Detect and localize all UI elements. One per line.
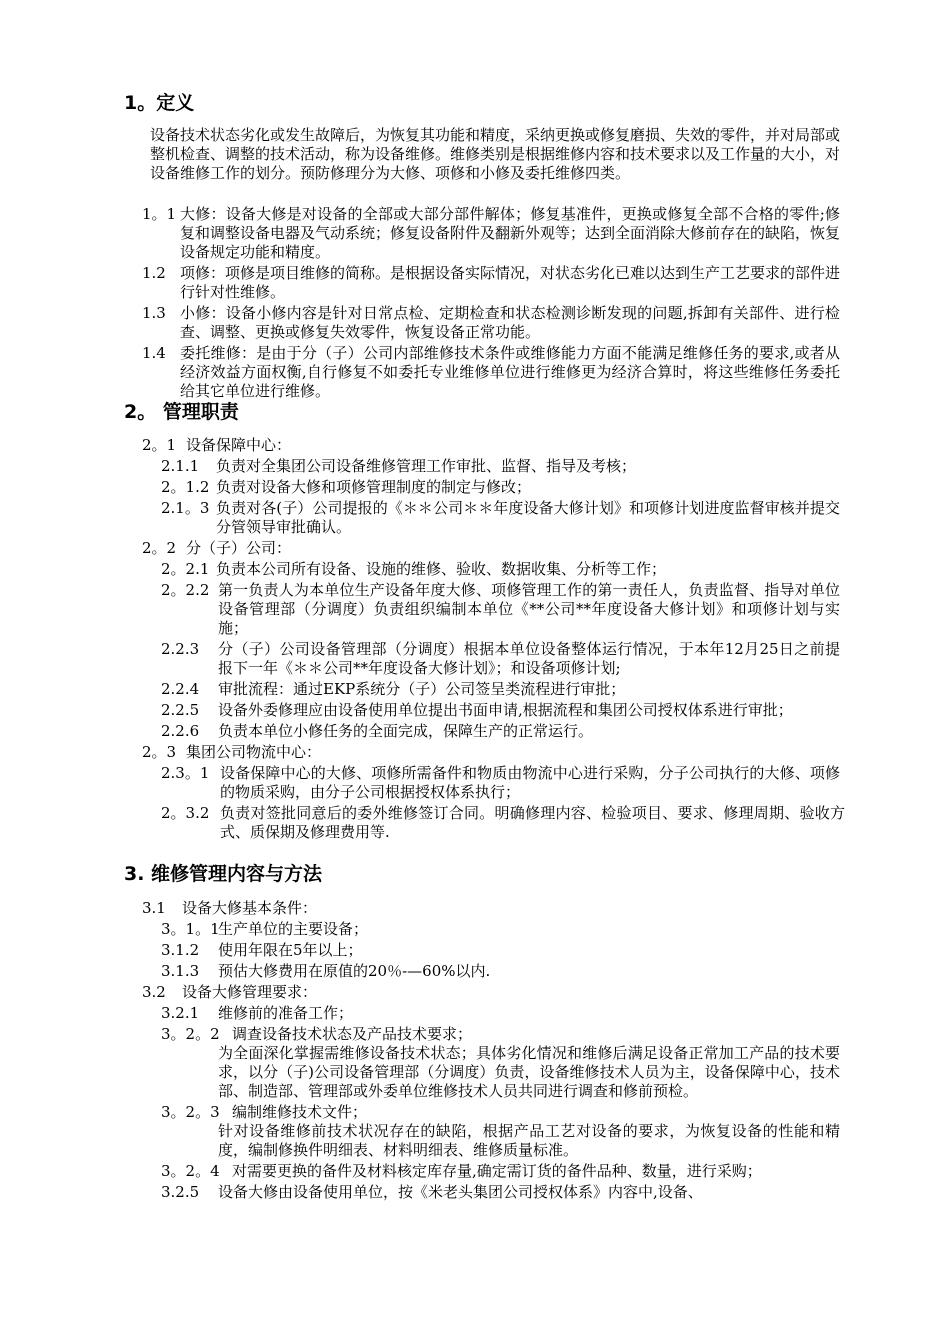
list-item: [161, 1183, 840, 1202]
item-number: 2。3.2: [161, 804, 210, 822]
item-text: 集团公司物流中心：: [186, 743, 322, 761]
list-item: [161, 680, 840, 699]
list-item: [161, 962, 840, 981]
item-number: 2。2.1: [161, 560, 210, 578]
list-item: [161, 581, 840, 638]
item-text: 设备大修基本条件：: [182, 899, 318, 917]
item-number: 1。1: [142, 205, 177, 223]
item-text: 维修前的准备工作；: [218, 1004, 354, 1022]
list-item: [161, 1162, 840, 1181]
list-item: [161, 920, 840, 939]
item-text: 设备保障中心的大修、项修所需备件和物质由物流中心进行采购，分子公司执行的大修、项修的物质采购，由分子公司根据授权体系执行；: [220, 764, 840, 801]
item-number: 3.2: [142, 983, 166, 1001]
list-item: [218, 1122, 840, 1160]
item-number: 2.1。3: [161, 499, 210, 517]
item-number: 2。1.2: [161, 478, 210, 496]
list-item: [161, 764, 840, 802]
item-number: 3.2.1: [161, 1004, 200, 1022]
item-text: 为全面深化掌握需维修设备技术状态；具体劣化情况和维修后满足设备正常加工产品的技术要求，以分（子)公司设备管理部（分调度）负责，设备维修技术人员为主，设备保障中心，技术部、制造部、管理部或外委单位维修技术人员共同进行调查和修前预检。: [218, 1044, 840, 1100]
item-number: 3。2。2: [161, 1025, 220, 1043]
list-item: [142, 264, 841, 302]
list-item: [161, 701, 840, 720]
item-text: 负责对设备大修和项修管理制度的制定与修改；: [216, 478, 532, 496]
list-item: [161, 1004, 840, 1023]
list-item: [161, 941, 840, 960]
item-number: 2.2.4: [161, 680, 200, 698]
item-text: 审批流程：通过EKP系统分（子）公司签呈类流程进行审批；: [218, 680, 626, 698]
item-number: 2。1: [142, 436, 177, 454]
item-text: 针对设备维修前技术状况存在的缺陷，根据产品工艺对设备的要求，为恢复设备的性能和精度，编制修换件明细表、材料明细表、维修质量标准。: [218, 1122, 840, 1159]
section-2-heading: 2。 管理职责: [124, 401, 239, 423]
list-item: [161, 1103, 840, 1122]
item-text: 调查设备技术状态及产品技术要求；: [232, 1025, 473, 1043]
item-text: 设备外委修理应由设备使用单位提出书面申请,根据流程和集团公司授权体系进行审批；: [218, 701, 793, 719]
list-item: [218, 1044, 840, 1101]
item-text: 生产单位的主要设备；: [218, 920, 369, 938]
item-text: 项修：项修是项目维修的简称。是根据设备实际情况，对状态劣化已难以达到生产工艺要求的部件进行针对性维修。: [180, 264, 841, 301]
item-text: 小修：设备小修内容是针对日常点检、定期检查和状态检测诊断发现的问题,拆卸有关部件、进行检查、调整、更换或修复失效零件，恢复设备正常功能。: [180, 304, 840, 341]
section-3-items: [0, 897, 840, 1202]
list-item: [142, 205, 841, 262]
section-1-items: [0, 203, 840, 401]
section-1-heading: 1。定义: [124, 92, 195, 114]
item-text: 负责本公司所有设备、设施的维修、验收、数据收集、分析等工作；: [216, 560, 667, 578]
item-text: 负责对签批同意后的委外维修签订合同。明确修理内容、检验项目、要求、修理周期、验收方式、质保期及修理费用等.: [220, 804, 845, 841]
item-text: 负责本单位小修任务的全面完成，保障生产的正常运行。: [218, 722, 594, 740]
item-number: 2.1.1: [161, 457, 200, 475]
list-item: [142, 743, 840, 762]
list-item: [161, 560, 840, 579]
item-number: 3。1。1: [161, 920, 220, 938]
item-number: 2。3: [142, 743, 177, 761]
item-number: 2。2: [142, 539, 177, 557]
item-text: 分（子）公司设备管理部（分调度）根据本单位设备整体运行情况，于本年12月25日之前提报下一年《＊＊公司**年度设备大修计划》；和设备项修计划;: [218, 640, 840, 677]
item-text: 设备大修管理要求：: [182, 983, 318, 1001]
item-text: 负责对各(子）公司提报的《＊＊公司＊＊年度设备大修计划》和项修计划进度监督审核并提交分管领导审批确认。: [216, 499, 840, 536]
item-number: 2.2.5: [161, 701, 200, 719]
list-item: [142, 899, 840, 918]
item-text: 编制维修技术文件；: [232, 1103, 368, 1121]
section-3-heading: 3. 维修管理内容与方法: [124, 863, 323, 885]
list-item: [142, 304, 840, 342]
item-number: 1.4: [142, 344, 166, 362]
item-number: 3。2。4: [161, 1162, 220, 1180]
list-item: [161, 722, 840, 741]
list-item: [161, 499, 840, 537]
item-text: 设备保障中心：: [186, 436, 292, 454]
item-number: 2.2.3: [161, 640, 200, 658]
item-text: 委托维修：是由于分（子）公司内部维修技术条件或维修能力方面不能满足维修任务的要求,或者从经济效益方面权衡,自行修复不如委托专业维修单位进行维修更为经济合算时，将这些维修任务委托给其它单位进行维修。: [180, 344, 840, 400]
item-number: 2.3。1: [161, 764, 210, 782]
item-number: 1.3: [142, 304, 166, 322]
item-text: 大修：设备大修是对设备的全部或大部分部件解体；修复基准件，更换或修复全部不合格的零件;修复和调整设备电器及气动系统；修复设备附件及翻新外观等；达到全面消除大修前存在的缺陷，恢复设备规定功能和精度。: [180, 205, 841, 261]
list-item: [142, 539, 840, 558]
item-number: 3.1.2: [161, 941, 200, 959]
item-number: 3.1.3: [161, 962, 200, 980]
section-1-intro: 设备技术状态劣化或发生故障后，为恢复其功能和精度，采纳更换或修复磨损、失效的零件，并对局部或整机检查、调整的技术活动，称为设备维修。维修类别是根据维修内容和技术要求以及工作量的大小，对设备维修工作的划分。预防修理分为大修、项修和小修及委托维修四类。: [150, 126, 841, 182]
list-item: [142, 344, 840, 401]
item-text: 预估大修费用在原值的20％-—60%以内.: [218, 962, 491, 980]
item-text: 对需要更换的备件及材料核定库存量,确定需订货的备件品种、数量，进行采购；: [232, 1162, 762, 1180]
item-text: 设备大修由设备使用单位，按《米老头集团公司授权体系》内容中,设备、: [218, 1183, 703, 1201]
list-item: [161, 478, 840, 497]
item-number: 2.2.6: [161, 722, 200, 740]
list-item: [161, 640, 840, 678]
section-2-items: [0, 434, 845, 842]
item-number: 3.1: [142, 899, 166, 917]
list-item: [142, 436, 840, 455]
list-item: [161, 804, 845, 842]
item-text: 分（子）公司：: [186, 539, 292, 557]
item-text: 负责对全集团公司设备维修管理工作审批、监督、指导及考核；: [216, 457, 637, 475]
list-item: [161, 1025, 840, 1044]
item-text: 第一负责人为本单位生产设备年度大修、项修管理工作的第一责任人，负责监督、指导对单位设备管理部（分调度）负责组织编制本单位《**公司**年度设备大修计划》和项修计划与实施；: [218, 581, 840, 637]
item-number: 2。2.2: [161, 581, 210, 599]
list-item: [161, 457, 840, 476]
item-text: 使用年限在5年以上；: [218, 941, 363, 959]
item-number: 3。2。3: [161, 1103, 220, 1121]
list-item: [142, 983, 840, 1002]
item-number: 3.2.5: [161, 1183, 200, 1201]
item-number: 1.2: [142, 264, 166, 282]
